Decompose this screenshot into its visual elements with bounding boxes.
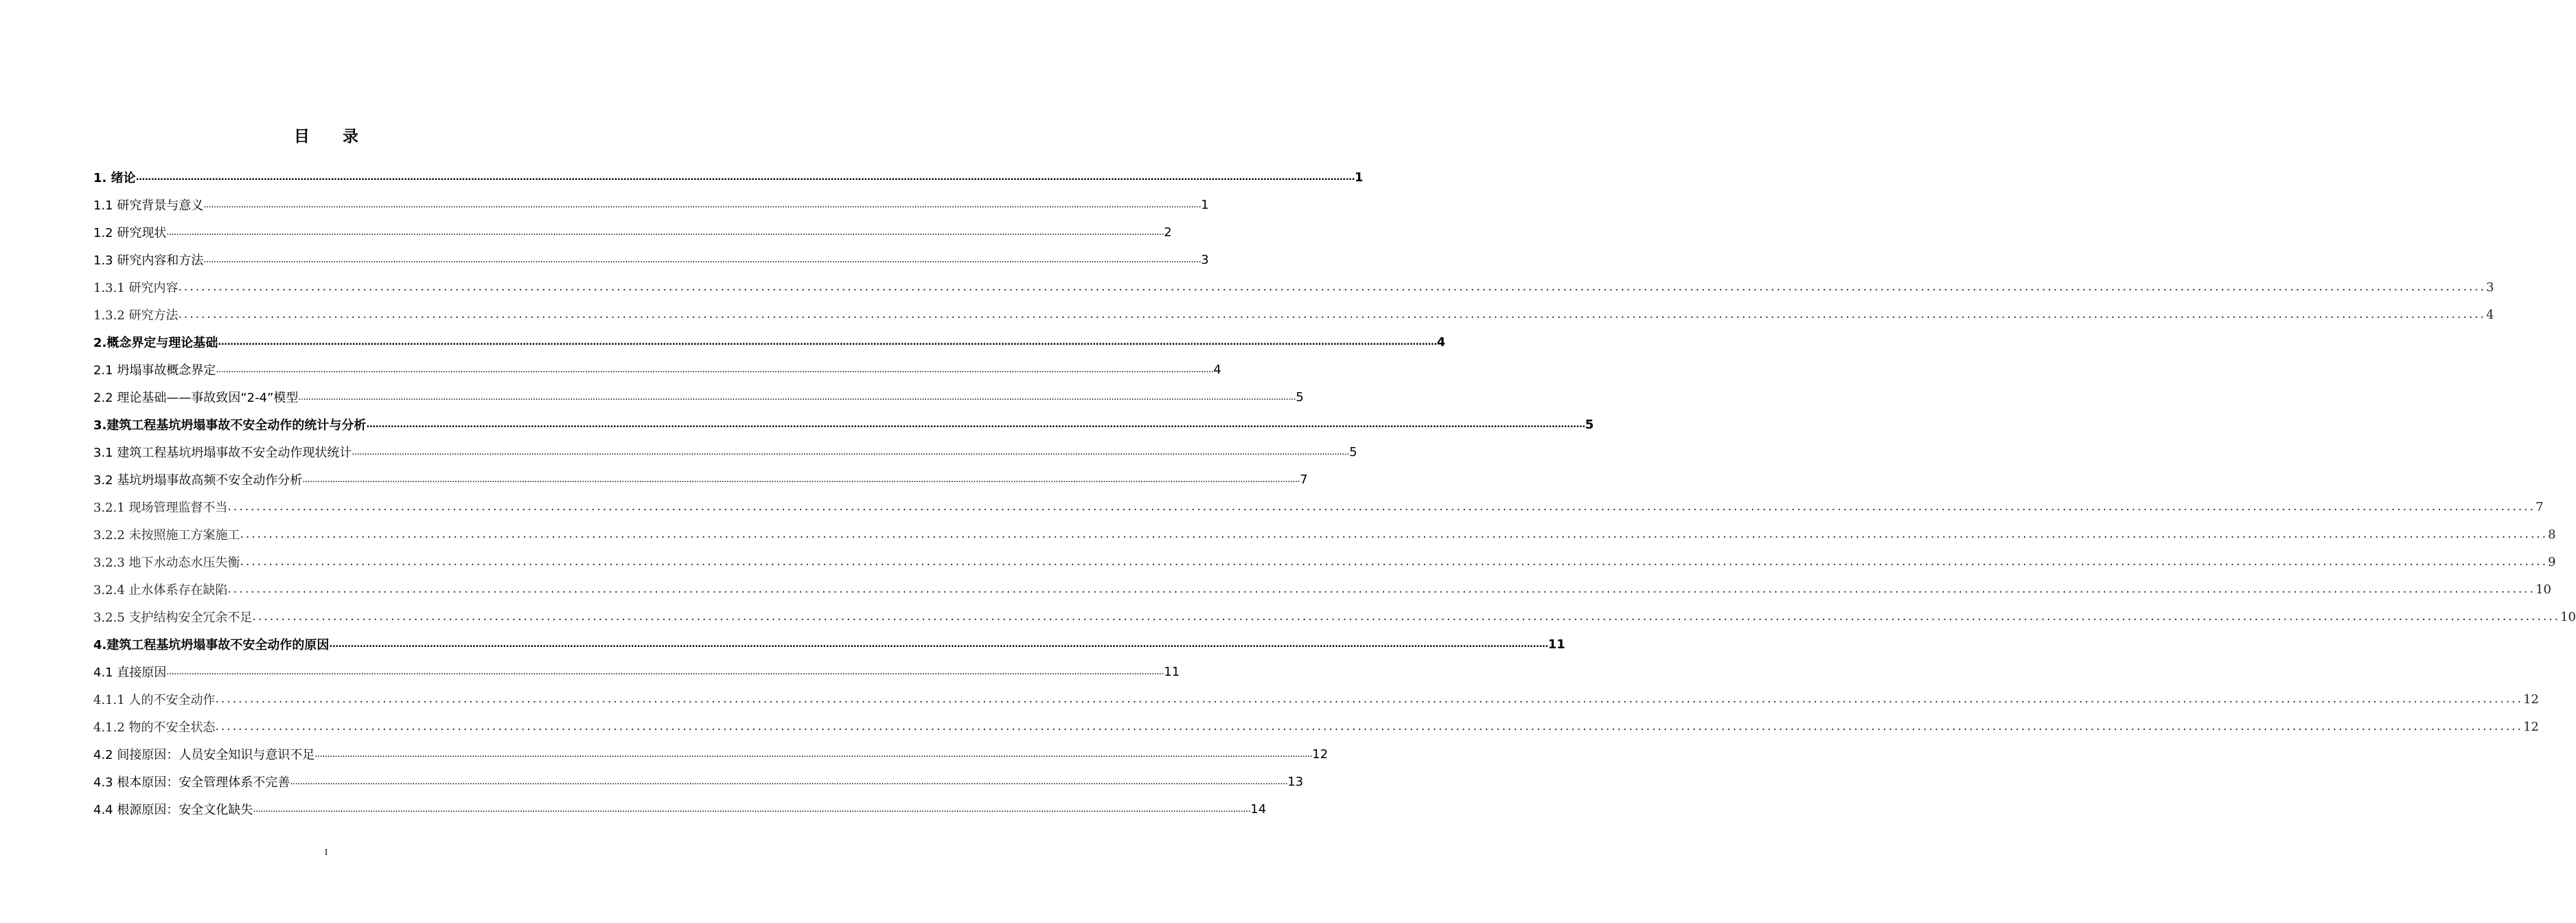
toc-entry-title: 4.3 根本原因：安全管理体系不完善 [93,775,290,790]
toc-leader-dots: ................................................................................................................................................................................................................................................................................................................................................................................................................ [203,199,1201,210]
toc-entry[interactable] [93,301,2494,328]
toc-entry-title: 4.1.1 人的不安全动作 [93,693,216,707]
toc-leader-dots: ................................................................................................................................................................................................................................................................................................................................................................................................................ [314,749,1313,760]
toc-entry[interactable] [93,191,1209,218]
toc-entry[interactable] [93,548,2556,576]
toc-entry-title: 4.建筑工程基坑坍塌事故不安全动作的原因 [93,638,330,652]
toc-title [0,124,652,146]
toc-entry[interactable] [93,630,1565,658]
page-number: I [324,847,328,857]
toc-leader-dots: ................................................................................................................................................................................................................................................................................................................................................................................................................ [166,227,1164,238]
toc-leader-dots: ................................................................................................................................................................................................................................................................................................................................................................................................................ [290,776,1288,787]
toc-entry-page: 5 [1585,417,1594,432]
toc-entry-page: 3 [2486,280,2494,295]
toc-entry[interactable] [93,521,2556,548]
toc-entry-page: 8 [2548,527,2556,542]
toc-leader-dots: ................................................................................................................................................................................................................................................................................................................................................................................................................ [215,692,2524,706]
toc-entry-title: 3.2.5 支护结构安全冗余不足 [93,611,253,625]
toc-entry-page: 1 [1201,197,1209,212]
toc-entry-title: 1. 绪论 [93,171,136,185]
toc-entry[interactable] [93,163,1364,191]
toc-entry-title: 1.3.1 研究内容 [93,281,179,295]
toc-entry-page: 4 [2486,307,2494,322]
toc-leader-dots: ................................................................................................................................................................................................................................................................................................................................................................................................................ [227,582,2536,596]
toc-leader-dots: ................................................................................................................................................................................................................................................................................................................................................................................................................ [178,308,2487,321]
toc-entry-page: 5 [1349,444,1357,459]
toc-leader-dots: ................................................................................................................................................................................................................................................................................................................................................................................................................ [329,639,1548,650]
toc-leader-dots: ................................................................................................................................................................................................................................................................................................................................................................................................................ [252,610,2561,624]
toc-entry-page: 11 [1548,637,1565,652]
toc-leader-dots: ................................................................................................................................................................................................................................................................................................................................................................................................................ [215,720,2524,733]
toc-entry[interactable] [93,438,1357,466]
toc-leader-dots: ................................................................................................................................................................................................................................................................................................................................................................................................................ [366,419,1585,430]
toc-entry-title: 2.1 坍塌事故概念界定 [93,363,216,378]
toc-entry[interactable] [93,273,2494,301]
toc-leader-dots: ................................................................................................................................................................................................................................................................................................................................................................................................................ [352,446,1350,457]
toc-entry-page: 3 [1201,252,1209,267]
toc-entry[interactable] [93,383,1304,411]
toc-entry-title: 1.2 研究现状 [93,226,167,240]
toc-entry[interactable] [93,218,1172,246]
toc-entry-title: 4.1.2 物的不安全状态 [93,720,216,735]
toc-entry-title: 4.4 根源原因：安全文化缺失 [93,803,253,817]
toc-title-part: 目 [294,128,310,146]
toc-entry[interactable] [93,795,1267,823]
toc-leader-dots: ................................................................................................................................................................................................................................................................................................................................................................................................................ [240,555,2549,569]
toc-entry-title: 4.1 直接原因 [93,665,167,680]
toc-entry-page: 11 [1164,664,1180,679]
toc-entry-page: 1 [1355,170,1364,185]
toc-entry-title: 1.3.2 研究方法 [93,308,179,323]
toc-leader-dots: ................................................................................................................................................................................................................................................................................................................................................................................................................ [216,364,1214,375]
toc-title-part: 录 [343,128,358,146]
toc-entry-page: 12 [1312,747,1329,762]
toc-entry-title: 3.2.1 现场管理监督不当 [93,501,228,515]
toc-entry-title: 3.2.4 止水体系存在缺陷 [93,583,228,597]
toc-entry-page: 10 [2560,609,2576,624]
toc-entry-title: 3.2.3 地下水动态水压失衡 [93,556,240,570]
toc-entry[interactable] [93,356,1221,383]
toc-entry-title: 1.1 研究背景与意义 [93,198,204,213]
toc-entry[interactable] [93,768,1304,795]
toc-leader-dots: ................................................................................................................................................................................................................................................................................................................................................................................................................ [227,500,2536,514]
toc-leader-dots: ................................................................................................................................................................................................................................................................................................................................................................................................................ [218,337,1437,347]
toc-leader-dots: ................................................................................................................................................................................................................................................................................................................................................................................................................ [253,804,1251,814]
toc-entry[interactable] [93,713,2539,740]
toc-entry-page: 7 [2535,499,2544,514]
toc-entry-title: 3.1 建筑工程基坑坍塌事故不安全动作现状统计 [93,446,352,460]
toc-leader-dots: ................................................................................................................................................................................................................................................................................................................................................................................................................ [203,254,1201,265]
toc-entry-title: 3.建筑工程基坑坍塌事故不安全动作的统计与分析 [93,418,367,433]
toc-entry-page: 2 [1164,225,1172,240]
toc-leader-dots: ................................................................................................................................................................................................................................................................................................................................................................................................................ [135,172,1355,183]
toc-entry[interactable] [93,328,1446,356]
toc-entry-page: 4 [1436,334,1446,350]
table-of-contents [93,163,2576,823]
toc-entry[interactable] [93,658,1180,685]
toc-leader-dots: ................................................................................................................................................................................................................................................................................................................................................................................................................ [166,666,1164,677]
toc-entry-page: 14 [1250,801,1267,817]
toc-entry[interactable] [93,576,2551,603]
toc-entry[interactable] [93,603,2576,630]
toc-leader-dots: ................................................................................................................................................................................................................................................................................................................................................................................................................ [178,280,2487,294]
toc-leader-dots: ................................................................................................................................................................................................................................................................................................................................................................................................................ [240,527,2549,541]
toc-entry-page: 9 [2548,554,2556,569]
toc-entry-page: 5 [1296,389,1304,404]
toc-entry-title: 2.概念界定与理论基础 [93,336,218,350]
toc-entry-page: 7 [1300,472,1308,487]
toc-entry[interactable] [93,466,1308,493]
toc-entry-page: 4 [1213,362,1221,377]
toc-entry-title: 1.3 研究内容和方法 [93,253,204,268]
toc-entry-title: 3.2.2 未按照施工方案施工 [93,528,240,543]
toc-entry-title: 3.2 基坑坍塌事故高频不安全动作分析 [93,473,303,488]
toc-entry-title: 2.2 理论基础——事故致因“2-4”模型 [93,391,299,405]
toc-entry[interactable] [93,411,1594,438]
toc-entry[interactable] [93,493,2544,521]
toc-entry[interactable] [93,685,2539,713]
toc-entry-page: 13 [1287,774,1304,789]
toc-entry-page: 10 [2535,582,2551,597]
toc-entry[interactable] [93,740,1329,768]
toc-entry-title: 4.2 间接原因：人员安全知识与意识不足 [93,748,315,762]
toc-entry-page: 12 [2523,719,2539,734]
toc-entry[interactable] [93,246,1209,273]
toc-entry-page: 12 [2523,692,2539,707]
toc-leader-dots: ................................................................................................................................................................................................................................................................................................................................................................................................................ [298,391,1296,402]
toc-leader-dots: ................................................................................................................................................................................................................................................................................................................................................................................................................ [302,474,1300,485]
